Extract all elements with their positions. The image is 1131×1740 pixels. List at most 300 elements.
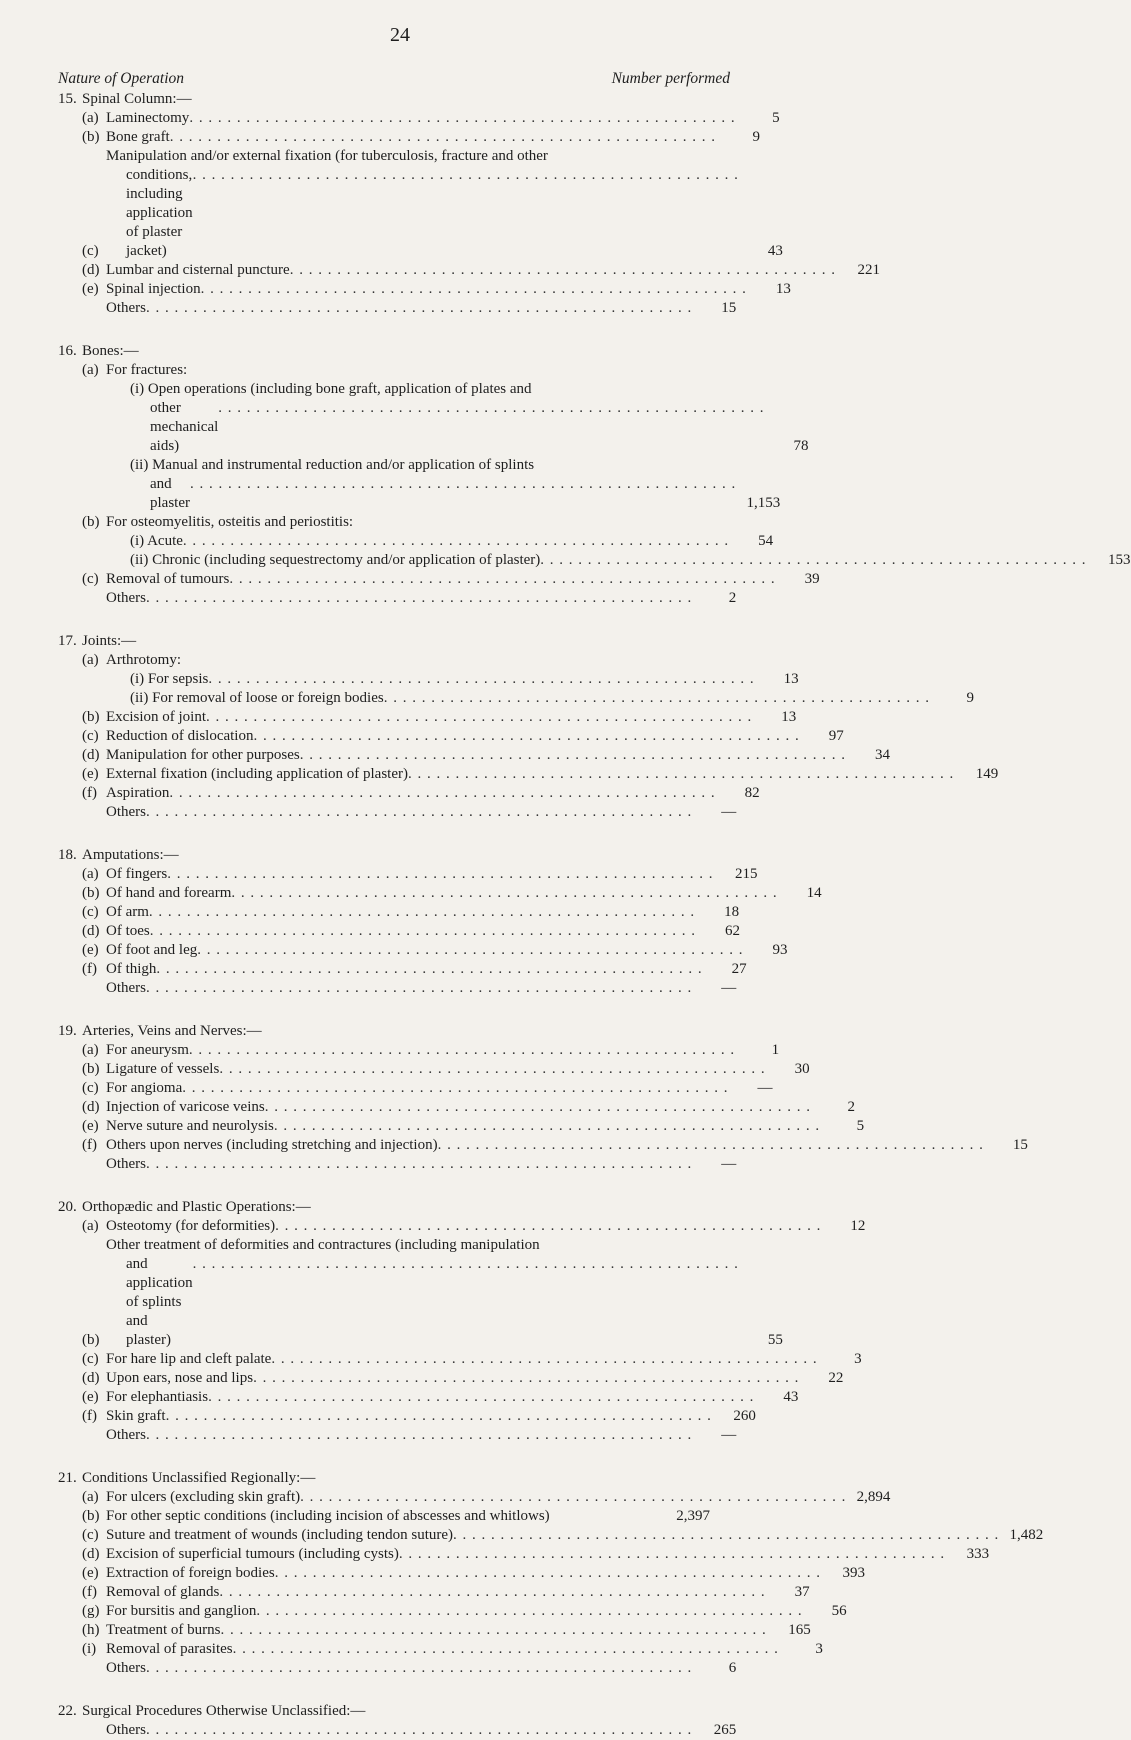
operation-row: [82, 727, 844, 746]
operation-label-line1: Other treatment of deformities and contractures (including manipulation: [106, 1237, 540, 1253]
dot-leader: [146, 299, 692, 318]
operation-label: Skin graft: [106, 1408, 166, 1424]
item-letter: (c): [82, 1351, 99, 1367]
operation-count: 54: [758, 533, 774, 549]
operation-row: [82, 1545, 990, 1564]
dot-leader: [146, 1721, 692, 1740]
operation-count: 43: [783, 1389, 799, 1405]
dot-leader: [189, 109, 735, 128]
operation-row: [82, 299, 737, 318]
section-15: [0, 90, 880, 318]
operation-row: [82, 1621, 811, 1640]
operation-label-line2: conditions, including application of plaster jacket): [126, 167, 193, 259]
dot-leader: [233, 1640, 779, 1659]
operation-row: [82, 941, 788, 960]
operation-count: 393: [842, 1565, 865, 1581]
operation-count: 14: [806, 885, 822, 901]
operation-row: [82, 979, 737, 998]
item-letter: (e): [82, 942, 99, 958]
dot-leader: [169, 784, 715, 803]
item-letter: (e): [82, 1389, 99, 1405]
operation-label-line2: and application of splints and plaster): [126, 1256, 193, 1348]
section-19: [0, 1022, 1028, 1174]
operation-label: Ligature of vessels: [106, 1061, 220, 1077]
section-heading: Orthopædic and Plastic Operations:—: [82, 1199, 311, 1215]
operation-label-line2-row: [106, 1255, 739, 1350]
operation-count: 5: [856, 1118, 865, 1134]
operation-label: Excision of joint: [106, 709, 206, 725]
item-letter: (c): [82, 904, 99, 920]
operation-row: [82, 746, 890, 765]
section-heading: Spinal Column:—: [82, 91, 192, 107]
operation-label: Lumbar and cisternal puncture: [106, 262, 290, 278]
section-number: 16.: [58, 343, 77, 359]
operation-label: (ii) Chronic (including sequestrectomy and/or application of plaster): [130, 552, 541, 568]
operation-label: Of toes: [106, 923, 150, 939]
operation-count: 39: [804, 571, 820, 587]
dot-leader: [300, 746, 846, 765]
operation-row: [82, 1659, 737, 1678]
section-heading: Surgical Procedures Otherwise Unclassified:—: [82, 1703, 366, 1719]
item-letter: (g): [82, 1603, 100, 1619]
subheading-row: [82, 651, 710, 670]
operation-label: Treatment of burns: [106, 1622, 221, 1638]
operation-row: [82, 1640, 823, 1659]
operation-count: 149: [975, 766, 999, 782]
item-letter: (d): [82, 1099, 100, 1115]
operation-label: Others: [106, 300, 146, 316]
dot-leader: [253, 727, 799, 746]
dot-leader: [300, 1488, 846, 1507]
operation-count: 37: [794, 1584, 810, 1600]
operation-label: External fixation (including application of plaster): [106, 766, 408, 782]
operation-row: [82, 1507, 710, 1526]
operation-label: Excision of superficial tumours (including cysts): [106, 1546, 399, 1562]
dot-leader: [182, 1079, 728, 1098]
operation-label: Others: [106, 1427, 146, 1443]
dot-leader: [220, 1621, 766, 1640]
operation-count: 15: [1012, 1137, 1028, 1153]
operation-label: For other septic conditions (including incision of abscesses and whitlows): [106, 1508, 550, 1524]
operation-label: For angioma: [106, 1080, 183, 1096]
section-title: [0, 90, 800, 109]
dot-leader: [156, 960, 702, 979]
operation-label-line2-row: [106, 166, 739, 261]
operation-label: Removal of parasites: [106, 1641, 233, 1657]
operation-row: [82, 1407, 756, 1426]
operation-label: Others: [106, 590, 146, 606]
operations-table: [0, 90, 1131, 1740]
operation-count: 30: [794, 1061, 810, 1077]
item-letter: (b): [82, 1061, 100, 1077]
dot-leader: [146, 1155, 692, 1174]
subheading-row: [82, 361, 710, 380]
operation-count: 62: [725, 923, 740, 939]
dot-leader: [229, 570, 775, 589]
item-letter: (a): [82, 652, 99, 668]
operation-row: [82, 1583, 810, 1602]
dot-leader: [190, 475, 736, 513]
operation-label: For hare lip and cleft palate: [106, 1351, 272, 1367]
operation-row: [82, 589, 737, 608]
operation-count: 6: [728, 1660, 737, 1676]
item-letter: (a): [82, 1489, 99, 1505]
operation-count: 1: [771, 1042, 780, 1058]
operation-label: Osteotomy (for deformities): [106, 1218, 276, 1234]
dot-leader: [275, 1217, 821, 1236]
operation-count: 153: [1108, 552, 1131, 568]
operation-label-line2-row: [130, 399, 765, 456]
operation-row: [82, 1350, 862, 1369]
operation-label: Others: [106, 1156, 146, 1172]
operation-count: —: [721, 1427, 737, 1443]
operation-label: Others: [106, 804, 146, 820]
item-letter: (c): [82, 1080, 99, 1096]
operation-label: Of hand and forearm: [106, 885, 232, 901]
operation-row: [106, 380, 809, 456]
operation-count: 9: [966, 690, 974, 706]
dot-leader: [256, 1602, 802, 1621]
dot-leader: [146, 589, 692, 608]
operation-label: Bone graft: [106, 129, 170, 145]
dot-leader: [219, 1583, 765, 1602]
operation-label-line1: Manipulation and/or external fixation (for tuberculosis, fracture and other: [106, 148, 548, 164]
section-title: [0, 1702, 800, 1721]
operation-label: Removal of tumours: [106, 571, 230, 587]
item-letter: (a): [82, 1218, 99, 1234]
dot-leader: [170, 128, 716, 147]
operation-row: [82, 109, 780, 128]
section-number: 15.: [58, 91, 77, 107]
operation-count: 2,397: [676, 1508, 710, 1524]
operation-row: [82, 1369, 844, 1388]
operation-label: [106, 1236, 739, 1350]
section-18: [0, 846, 822, 998]
item-letter: (b): [82, 1508, 100, 1524]
operation-count: 78: [793, 438, 809, 454]
item-letter: (d): [82, 747, 100, 763]
operation-label: Extraction of foreign bodies: [106, 1565, 275, 1581]
operation-row: [82, 261, 880, 280]
operation-row: [82, 1060, 810, 1079]
operation-label: Manipulation for other purposes: [106, 747, 300, 763]
operation-label: Others: [106, 1722, 146, 1738]
operation-count: 1,482: [1009, 1527, 1044, 1543]
operation-row: [82, 128, 760, 147]
operation-row: [106, 689, 974, 708]
operation-count: 56: [831, 1603, 847, 1619]
operation-label: Of foot and leg: [106, 942, 198, 958]
dot-leader: [219, 1060, 765, 1079]
dot-leader: [540, 551, 1086, 570]
operation-count: 215: [734, 866, 758, 882]
dot-leader: [208, 670, 754, 689]
section-number: 17.: [58, 633, 77, 649]
operation-row: [82, 1236, 783, 1350]
section-heading: Bones:—: [82, 343, 139, 359]
dot-leader: [146, 803, 692, 822]
operation-count: 82: [744, 785, 760, 801]
dot-leader: [218, 399, 764, 456]
operation-label-line2: and plaster: [150, 476, 190, 511]
item-letter: (e): [82, 766, 99, 782]
section-title: [0, 846, 800, 865]
operation-label-line2-row: [130, 475, 736, 513]
operation-count: 34: [874, 747, 890, 763]
item-letter: (b): [82, 1332, 100, 1348]
operation-label: (i) Acute: [130, 533, 183, 549]
operation-label: [130, 456, 736, 513]
operation-row: [82, 708, 797, 727]
operation-row: [82, 1488, 891, 1507]
operation-row: [82, 865, 758, 884]
dot-leader: [193, 1255, 739, 1350]
operation-count: 3: [854, 1351, 862, 1367]
item-letter: (f): [82, 1408, 97, 1424]
dot-leader: [208, 1388, 754, 1407]
section-16: [0, 342, 1131, 608]
operation-count: 2,894: [856, 1489, 891, 1505]
operation-label: For bursitis and ganglion: [106, 1603, 257, 1619]
dot-leader: [189, 1041, 735, 1060]
item-letter: (b): [82, 129, 100, 145]
operation-row: [82, 1079, 773, 1098]
operation-count: 13: [783, 671, 799, 687]
subheading: For osteomyelitis, osteitis and periostitis:: [106, 514, 354, 530]
operation-count: 3: [815, 1641, 823, 1657]
operation-label: Spinal injection: [106, 281, 201, 297]
operation-label: For aneurysm: [106, 1042, 189, 1058]
section-title: [0, 1022, 800, 1041]
operation-count: 22: [828, 1370, 844, 1386]
dot-leader: [384, 689, 930, 708]
item-letter: (h): [82, 1622, 100, 1638]
dot-leader: [201, 280, 747, 299]
section-number: 20.: [58, 1199, 77, 1215]
item-letter: (c): [82, 1527, 99, 1543]
operation-row: [82, 1721, 737, 1740]
item-letter: (d): [82, 262, 100, 278]
dot-leader: [275, 1564, 821, 1583]
dot-leader: [146, 979, 692, 998]
item-letter: (d): [82, 1546, 100, 1562]
operation-count: 27: [731, 961, 747, 977]
operation-count: 93: [772, 942, 788, 958]
item-letter: (b): [82, 885, 100, 901]
operation-count: —: [721, 804, 737, 820]
section-heading: Amputations:—: [82, 847, 179, 863]
section-21: [0, 1469, 1044, 1678]
operation-label: Aspiration: [106, 785, 170, 801]
operation-row: [82, 1098, 855, 1117]
subheading-row: [82, 513, 710, 532]
section-20: [0, 1198, 866, 1445]
page-number: 24: [390, 24, 410, 46]
dot-leader: [166, 1407, 712, 1426]
operation-label: Suture and treatment of wounds (including tendon suture): [106, 1527, 454, 1543]
column-header-count: Number performed: [611, 70, 730, 87]
operation-row: [82, 1602, 847, 1621]
operation-label: [130, 380, 765, 456]
section-number: 22.: [58, 1703, 77, 1719]
operation-count: 13: [781, 709, 797, 725]
operation-label: For elephantiasis: [106, 1389, 209, 1405]
operation-count: 221: [857, 262, 880, 278]
dot-leader: [453, 1526, 999, 1545]
operation-label-line1: (ii) Manual and instrumental reduction and/or application of splints: [130, 457, 535, 473]
operation-row: [82, 280, 791, 299]
dot-leader: [206, 708, 752, 727]
item-letter: (d): [82, 923, 100, 939]
item-letter: (f): [82, 1137, 97, 1153]
item-letter: (c): [82, 728, 99, 744]
column-header-operation: Nature of Operation: [58, 70, 185, 87]
operation-row: [106, 532, 774, 551]
dot-leader: [231, 884, 777, 903]
operation-row: [82, 1217, 866, 1236]
dot-leader: [271, 1350, 817, 1369]
dot-leader: [197, 941, 743, 960]
operation-label: Removal of glands: [106, 1584, 220, 1600]
dot-leader: [438, 1136, 984, 1155]
operation-row: [82, 1426, 737, 1445]
dot-leader: [265, 1098, 811, 1117]
operation-row: [82, 147, 783, 261]
operation-label: Upon ears, nose and lips: [106, 1370, 254, 1386]
operation-row: [82, 1136, 1028, 1155]
item-letter: (e): [82, 1118, 99, 1134]
section-number: 21.: [58, 1470, 77, 1486]
dot-leader: [408, 765, 954, 784]
item-letter: (a): [82, 110, 99, 126]
operation-row: [106, 551, 1131, 570]
operation-label: Others: [106, 1660, 146, 1676]
operation-row: [82, 884, 822, 903]
operation-label: Of fingers: [106, 866, 168, 882]
subheading: For fractures:: [106, 362, 188, 378]
operation-row: [82, 1388, 799, 1407]
operation-row: [82, 922, 740, 941]
dot-leader: [167, 865, 713, 884]
operation-label: Nerve suture and neurolysis: [106, 1118, 274, 1134]
dot-leader: [253, 1369, 799, 1388]
operation-count: 15: [721, 300, 737, 316]
section-title: [0, 632, 800, 651]
item-letter: (a): [82, 866, 99, 882]
section-title: [0, 342, 800, 361]
operation-count: 2: [728, 590, 737, 606]
item-letter: (a): [82, 362, 99, 378]
operation-count: 333: [966, 1546, 990, 1562]
section-number: 19.: [58, 1023, 77, 1039]
operation-row: [82, 765, 999, 784]
operation-label: Injection of varicose veins: [106, 1099, 265, 1115]
operation-label: Others: [106, 980, 146, 996]
item-letter: (f): [82, 961, 97, 977]
operation-row: [106, 456, 781, 513]
operation-label: Of arm: [106, 904, 149, 920]
operation-row: [82, 1041, 780, 1060]
section-22: [0, 1702, 800, 1740]
operation-label: Reduction of dislocation: [106, 728, 254, 744]
operation-count: 1,153: [746, 495, 781, 511]
section-title: [0, 1469, 800, 1488]
item-letter: (b): [82, 709, 100, 725]
dot-leader: [399, 1545, 945, 1564]
operation-label: [106, 147, 739, 261]
dot-leader: [290, 261, 836, 280]
section-heading: Arteries, Veins and Nerves:—: [82, 1023, 262, 1039]
item-letter: (f): [82, 1584, 97, 1600]
operation-count: —: [721, 1156, 737, 1172]
dot-leader: [146, 1659, 692, 1678]
item-letter: (c): [82, 571, 99, 587]
operation-count: 260: [733, 1408, 756, 1424]
table-header: [58, 70, 730, 88]
dot-leader: [146, 1426, 692, 1445]
operation-label: (i) For sepsis: [130, 671, 209, 687]
operation-row: [82, 1526, 1044, 1545]
operation-count: 2: [847, 1099, 855, 1115]
operation-row: [82, 784, 760, 803]
operation-count: 165: [788, 1622, 811, 1638]
operation-count: 265: [713, 1722, 737, 1738]
operation-label-line2: other mechanical aids): [150, 400, 219, 454]
operation-label: (ii) For removal of loose or foreign bodies: [130, 690, 384, 706]
operation-count: 55: [767, 1332, 783, 1348]
operation-row: [106, 670, 799, 689]
operation-row: [82, 960, 747, 979]
item-letter: (i): [82, 1641, 97, 1657]
operation-row: [82, 1564, 865, 1583]
operation-label: Others upon nerves (including stretching and injection): [106, 1137, 438, 1153]
operation-row: [82, 570, 820, 589]
item-letter: (c): [82, 243, 99, 259]
section-title: [0, 1198, 800, 1217]
operation-count: 97: [828, 728, 844, 744]
dot-leader: [150, 922, 696, 941]
operation-label-line1: (i) Open operations (including bone graft, application of plates and: [130, 381, 532, 397]
operation-row: [82, 803, 737, 822]
operation-count: 13: [775, 281, 791, 297]
item-letter: (e): [82, 281, 99, 297]
dot-leader: [193, 166, 739, 261]
dot-leader: [183, 532, 729, 551]
item-letter: (b): [82, 514, 100, 530]
section-heading: Joints:—: [82, 633, 137, 649]
section-17: [0, 632, 999, 822]
item-letter: (a): [82, 1042, 99, 1058]
operation-row: [82, 1117, 865, 1136]
dot-leader: [274, 1117, 820, 1136]
operation-label: For ulcers (excluding skin graft): [106, 1489, 301, 1505]
item-letter: (d): [82, 1370, 100, 1386]
item-letter: (f): [82, 785, 97, 801]
operation-count: 9: [752, 129, 760, 145]
dot-leader: [149, 903, 695, 922]
subheading: Arthrotomy:: [106, 652, 181, 668]
operation-count: 12: [850, 1218, 866, 1234]
operation-label: Laminectomy: [106, 110, 190, 126]
operation-count: 5: [772, 110, 780, 126]
section-number: 18.: [58, 847, 77, 863]
operation-count: —: [721, 980, 737, 996]
operation-count: 43: [767, 243, 783, 259]
operation-count: 18: [724, 904, 740, 920]
item-letter: (e): [82, 1565, 99, 1581]
operation-label: Of thigh: [106, 961, 157, 977]
operation-row: [82, 1155, 737, 1174]
